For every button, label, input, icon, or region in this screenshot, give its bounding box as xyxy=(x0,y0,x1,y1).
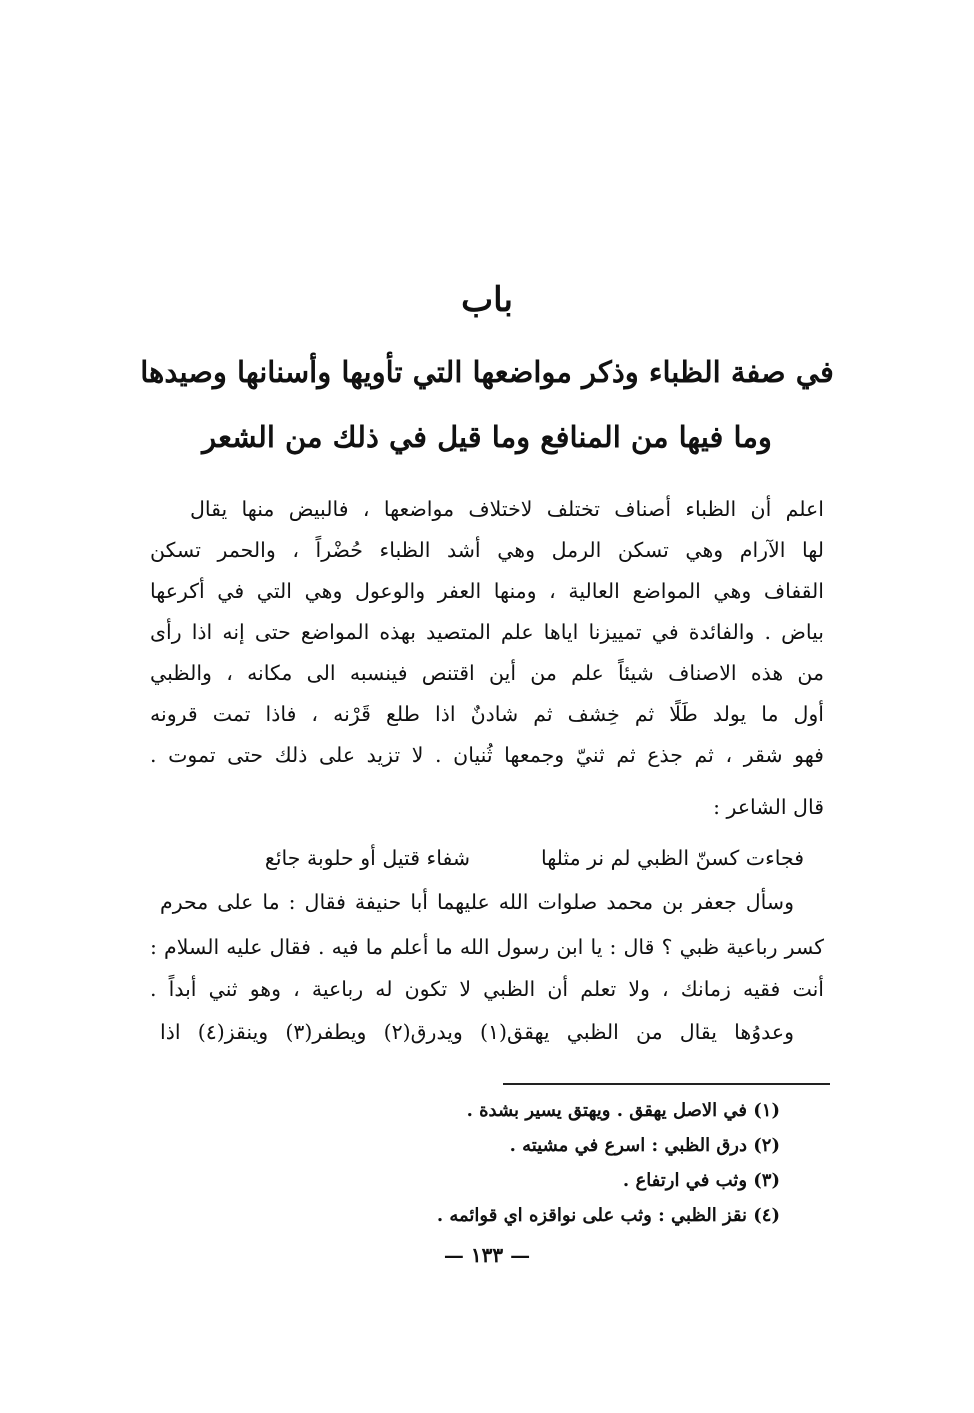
body-line-8: قال الشاعر : xyxy=(713,795,824,819)
chapter-title-line-2: وما فيها من المنافع وما قيل في ذلك من الشعر xyxy=(202,420,772,454)
verse-first-hemistich: فجاءت كسنّ الظبي لم نر مثلها xyxy=(540,846,804,870)
page-number: — ١٣٣ — xyxy=(443,1243,531,1267)
body-line-7: فهو شقر ، ثم جذع ثم ثنيّ وجمعها ثُنيان . لا تزيد على ذلك حتى تموت . xyxy=(150,743,824,767)
body-line-9: وسأل جعفر بن محمد صلوات الله عليهما أبا حنيفة فقال : ما على محرم xyxy=(160,890,794,914)
chapter-heading: باب xyxy=(461,280,513,320)
footnote-3: (٣) وثب في ارتفاع . xyxy=(622,1170,780,1191)
body-line-3: القفاف وهي المواضع العالية ، ومنها العفر والوعول وهي التي في أكرعها xyxy=(150,579,824,603)
body-line-4: بياض . والفائدة في تمييزنا اياها علم المتصيد بهذه المواضع حتى إنه اذا رأى xyxy=(150,620,824,644)
body-line-1: اعلم أن الظباء أصناف تختلف لاختلاف مواضعها ، فالبيض منها يقال xyxy=(190,497,824,521)
body-line-5: من هذه الاصناف شيئاً علم من أين اقتنص فينسبه الى مكانه ، والظبي xyxy=(150,661,824,685)
chapter-title-line-1: في صفة الظباء وذكر مواضعها التي تأويها وأسنانها وصيدها xyxy=(140,355,834,389)
footnote-4: (٤) نقز الظبي : وثب على نواقزه اي قوائمه . xyxy=(436,1205,780,1226)
body-line-2: لها الآرام وهي تسكن الرمل وهي أشد الظباء حُضْراً ، والحمر تسكن xyxy=(150,538,824,562)
footnote-2: (٢) درق الظبي : اسرع في مشيته . xyxy=(509,1135,780,1156)
body-line-11: أنت فقيه زمانك ، ولا تعلم أن الظبي لا تكون له رباعية ، وهو ثني أبداً . xyxy=(150,977,824,1001)
body-line-12: وعدوُها يقال من الظبي يهقق(١) ويدرق(٢) ويطفر(٣) وينقز(٤) اذا xyxy=(160,1020,794,1044)
body-line-6: أول ما يولد طَلًا ثم خِشف ثم شادنٌ اذا طلع قَرْنه ، فاذا تمت قرونه xyxy=(150,702,824,726)
verse-second-hemistich: شفاء قتيل أو حلوبة جائع xyxy=(264,846,470,870)
body-line-10: كسر رباعية ظبي ؟ قال : يا ابن رسول الله ما أعلم ما فيه . فقال عليه السلام : xyxy=(150,935,824,959)
footnote-1: (١) في الاصل يهقق . ويهتق يسير بشدة . xyxy=(466,1100,780,1121)
footnote-divider xyxy=(503,1083,830,1085)
